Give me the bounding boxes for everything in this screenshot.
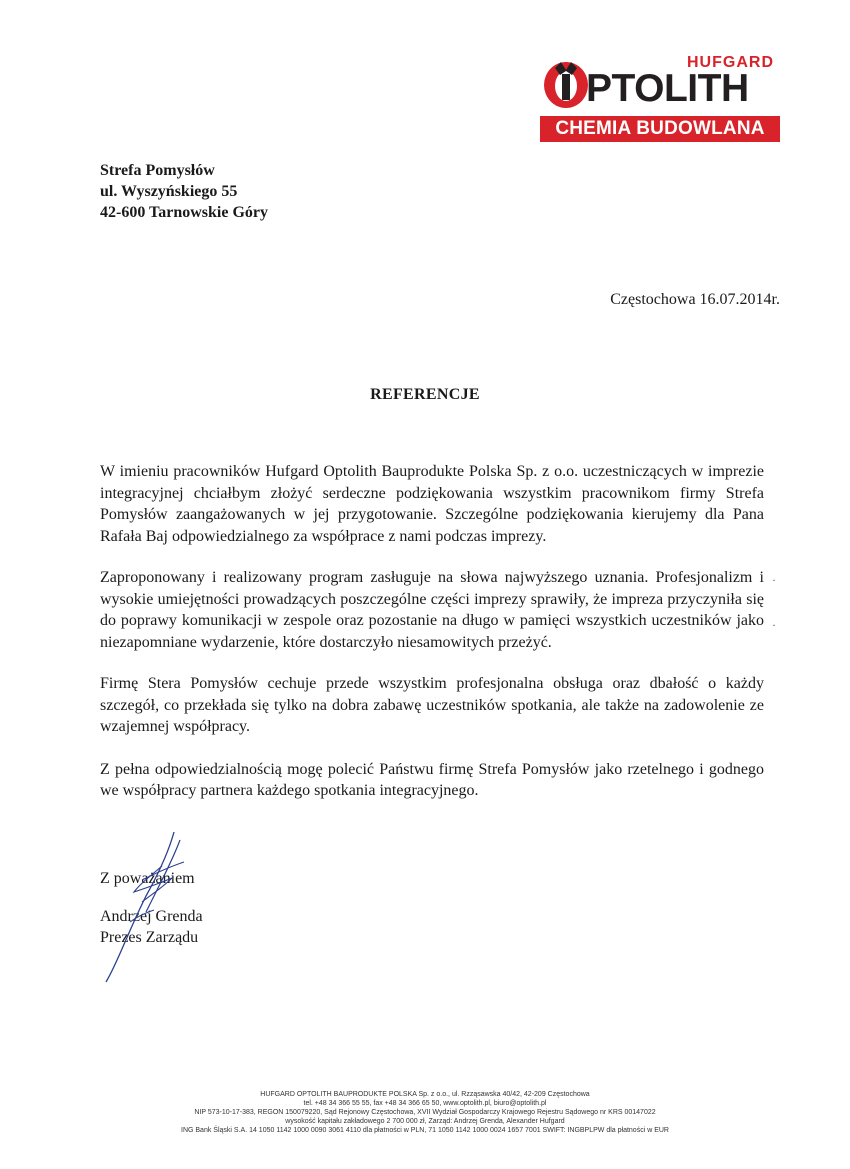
margin-mark: · bbox=[772, 573, 776, 587]
footer-line: HUFGARD OPTOLITH BAUPRODUKTE POLSKA Sp. z o.o., ul. Rzząsawska 40/42, 42-209 Częstochowa bbox=[260, 1091, 590, 1098]
letter-body bbox=[100, 461, 764, 822]
body-paragraph: Zaproponowany i realizowany program zasługuje na słowa najwyższego uznania. Profesjonalizm i wysokie umiejętności prowadzących poszczególne części imprezy sprawiły, że impreza przyczyniła się do poprawy komunikacji w zespole oraz pozostanie na długo w pamięci wszystkich uczestników jako niezapomniane wydarzenie, które dostarczyło niesamowitych przeżyć. bbox=[100, 569, 764, 651]
footer-line: wysokość kapitału zakładowego 2 700 000 zł, Zarząd: Andrzej Grenda, Alexander Hufgard bbox=[285, 1118, 565, 1125]
logo-wordmark: PTOLITH bbox=[586, 67, 749, 110]
logo-o-mark-icon bbox=[542, 58, 590, 110]
addressee-block bbox=[100, 160, 268, 223]
signatory-position: Prezes Zarządu bbox=[100, 929, 199, 946]
company-logo bbox=[540, 50, 780, 142]
closing-salutation: Z poważaniem bbox=[100, 870, 195, 887]
logo-tagline: CHEMIA BUDOWLANA bbox=[540, 116, 780, 142]
handwritten-signature bbox=[92, 826, 202, 986]
addressee-name: Strefa Pomysłów bbox=[100, 162, 215, 179]
body-paragraph: Firmę Stera Pomysłów cechuje przede wszystkim profesjonalna obsługa oraz dbałość o każdy szczegół, co przekłada się tylko na dobra zabawę uczestników spotkania, ale także na zadowolenie ze wzajemnej współpracy. bbox=[100, 675, 764, 735]
footer-line: ING Bank Śląski S.A. 14 1050 1142 1000 0090 3061 4110 dla płatności w PLN, 71 1050 1142 1000 0024 1657 7001 SWIFT: INGBPLPW dla płatności w EUR bbox=[181, 1127, 669, 1134]
footer-line: NIP 573-10-17-383, REGON 150079220, Sąd Rejonowy Częstochowa, XVII Wydział Gospodarczy Krajowego Rejestru Sądowego nr KRS 00147022 bbox=[194, 1109, 656, 1116]
body-paragraph: Z pełna odpowiedzialnością mogę polecić Państwu firmę Strefa Pomysłów jako rzetelnego i godnego we współpracy partnera każdego spotkania integracyjnego. bbox=[100, 760, 764, 799]
footer-line: tel. +48 34 366 55 55, fax +48 34 366 65 50, www.optolith.pl, biuro@optolith.pl bbox=[303, 1100, 547, 1107]
letter-date: Częstochowa 16.07.2014r. bbox=[610, 291, 780, 308]
addressee-city: 42-600 Tarnowskie Góry bbox=[100, 204, 269, 221]
signatory-name: Andrzej Grenda bbox=[100, 908, 203, 925]
margin-mark: · bbox=[772, 618, 776, 632]
addressee-street: ul. Wyszyńskiego 55 bbox=[100, 183, 238, 200]
body-paragraph: W imieniu pracowników Hufgard Optolith Bauprodukte Polska Sp. z o.o. uczestniczących w imprezie integracyjnej chciałbym złożyć serdeczne podziękowania wszystkim pracownikom firmy Strefa Pomysłów zaangażowanych w jej przygotowanie. Szczególne podziękowania kierujemy dla Pana Rafała Baj odpowiedzialnego za współprace z nami podczas imprezy. bbox=[100, 463, 764, 545]
company-footer bbox=[0, 1090, 850, 1135]
letter-title: REFERENCJE bbox=[370, 386, 480, 403]
logo-hufgard-text: HUFGARD bbox=[687, 54, 774, 71]
